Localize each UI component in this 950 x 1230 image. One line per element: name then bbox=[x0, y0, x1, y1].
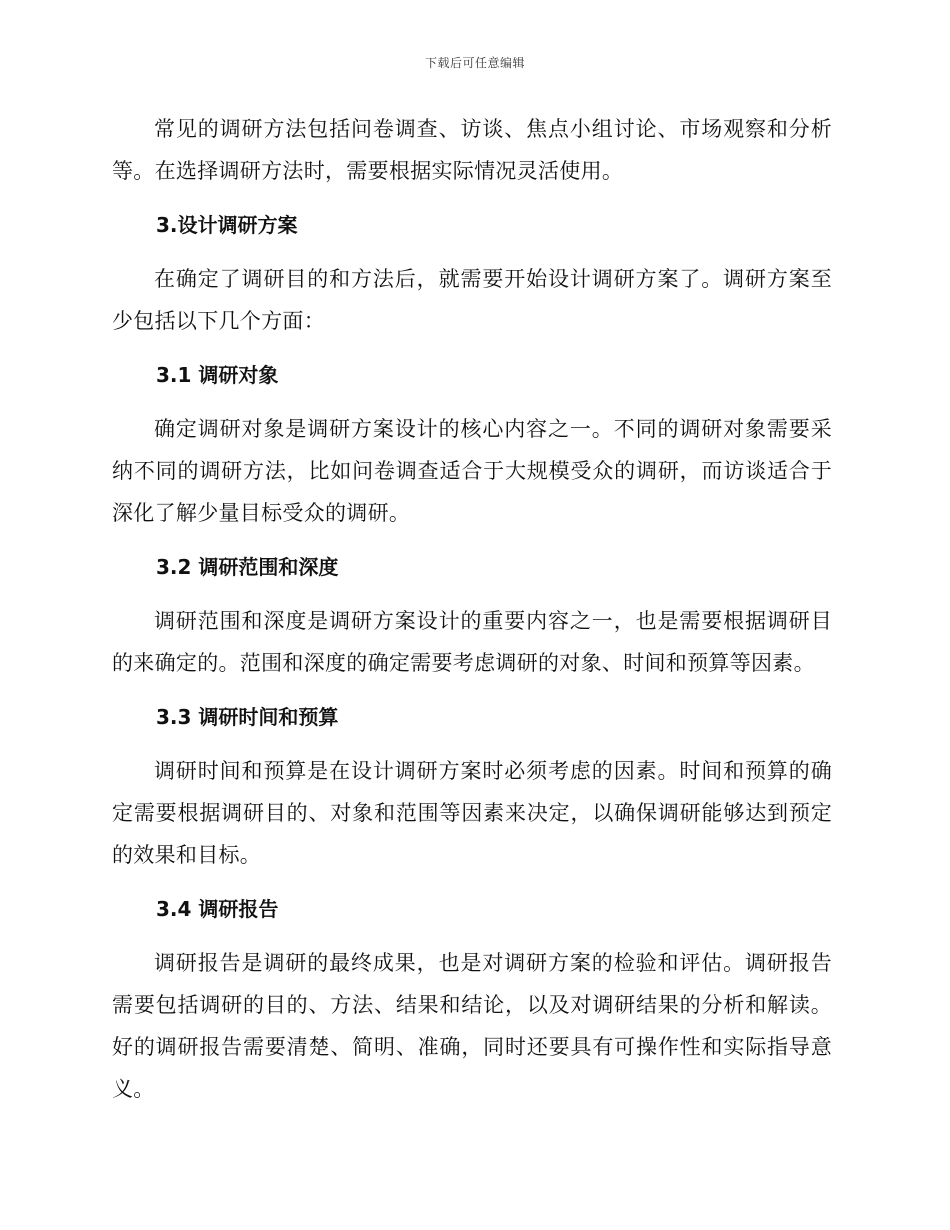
heading-research-subject: 3.1 调研对象 bbox=[156, 363, 279, 387]
document-body bbox=[112, 108, 832, 1110]
paragraph-time-budget: 调研时间和预算是在设计调研方案时必须考虑的因素。时间和预算的确定需要根据调研目的、对象和范围等因素来决定，以确保调研能够达到预定的效果和目标。 bbox=[112, 759, 832, 867]
page-header: 下载后可任意编辑 bbox=[424, 56, 525, 70]
paragraph-methods: 常见的调研方法包括问卷调查、访谈、焦点小组讨论、市场观察和分析等。在选择调研方法时，需要根据实际情况灵活使用。 bbox=[112, 117, 832, 183]
paragraph-research-subject: 确定调研对象是调研方案设计的核心内容之一。不同的调研对象需要采纳不同的调研方法，比如问卷调查适合于大规模受众的调研，而访谈适合于深化了解少量目标受众的调研。 bbox=[112, 417, 832, 525]
heading-design-plan: 3.设计调研方案 bbox=[156, 213, 298, 237]
heading-scope-depth: 3.2 调研范围和深度 bbox=[156, 555, 339, 579]
heading-time-budget: 3.3 调研时间和预算 bbox=[156, 705, 339, 729]
paragraph-scope-depth: 调研范围和深度是调研方案设计的重要内容之一，也是需要根据调研目的来确定的。范围和深度的确定需要考虑调研的对象、时间和预算等因素。 bbox=[112, 609, 832, 675]
heading-report: 3.4 调研报告 bbox=[156, 897, 279, 921]
paragraph-design-plan: 在确定了调研目的和方法后，就需要开始设计调研方案了。调研方案至少包括以下几个方面： bbox=[112, 267, 832, 333]
paragraph-report: 调研报告是调研的最终成果，也是对调研方案的检验和评估。调研报告需要包括调研的目的、方法、结果和结论，以及对调研结果的分析和解读。好的调研报告需要清楚、简明、准确，同时还要具有可操作性和实际指导意义。 bbox=[112, 951, 832, 1101]
